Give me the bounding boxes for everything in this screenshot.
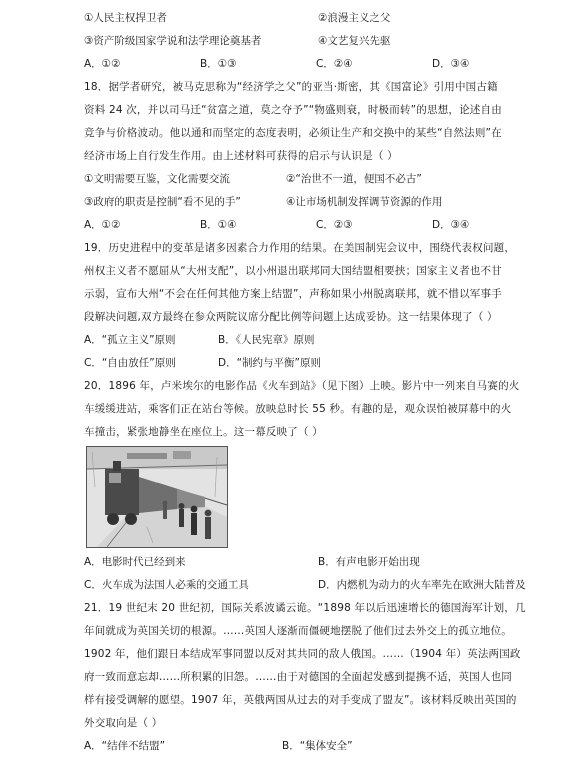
q21-line-3: 1902 年，他们跟日本结成军事同盟以反对其共同的敌人俄国。……（1904 年）英法两国政 bbox=[84, 648, 521, 660]
q17-statement-2: ②浪漫主义之父 bbox=[318, 12, 391, 24]
q20-option-c: C．火车成为法国人必乘的交通工具 bbox=[84, 579, 249, 591]
q18-line-3: 竞争与价格波动。他以通和而坚定的态度表明，必须让生产和交换中的某些“自然法则”在 bbox=[84, 127, 502, 139]
q19-option-a: A．“孤立主义”原则 bbox=[84, 334, 176, 346]
q18-line-1: 18．据学者研究，被马克思称为“经济学之父”的亚当·斯密，其《国富论》引用中国古籍 bbox=[84, 81, 498, 93]
q18-option-b: B．①④ bbox=[200, 219, 237, 231]
q19-option-b: B．《人民宪章》原则 bbox=[218, 334, 315, 346]
q17-option-c: C．②④ bbox=[316, 58, 353, 70]
q21-option-b: B．“集体安全” bbox=[282, 740, 353, 752]
q21-line-1: 21．19 世纪末 20 世纪初，国际关系波谲云诡。“1898 年以后迅速增长的德国海军计划，几 bbox=[84, 602, 526, 614]
q18-statement-1: ①文明需要互鉴，文化需要交流 bbox=[84, 173, 230, 185]
q20-line-1: 20．1896 年，卢米埃尔的电影作品《火车到站》（见下图）上映。影片中一列来自马赛的火 bbox=[84, 380, 520, 392]
q21-line-2: 年间就成为英国关切的根源。……英国人逐渐而僵硬地摆脱了他们过去外交上的孤立地位。 bbox=[84, 625, 512, 637]
q19-line-1: 19．历史进程中的变革是诸多因素合力作用的结果。在美国制宪会议中，围绕代表权问题， bbox=[84, 242, 516, 254]
q17-statement-3: ③资产阶级国家学说和法学理论奠基者 bbox=[84, 35, 262, 47]
q19-option-d: D．“制约与平衡”原则 bbox=[218, 357, 321, 369]
q17-statement-4: ④文艺复兴先驱 bbox=[318, 35, 391, 47]
q18-option-c: C．②③ bbox=[316, 219, 353, 231]
q20-line-2: 车缓缓进站，乘客们正在站台等候。放映总时长 55 秒。有趣的是，观众误怕被屏幕中的火 bbox=[84, 403, 512, 415]
q17-option-a: A．①② bbox=[84, 58, 121, 70]
q20-line-3: 车撞击，紧张地静坐在座位上。这一幕反映了（ ） bbox=[84, 426, 323, 438]
q19-line-4: 段解决问题,双方最终在参众两院议席分配比例等问题上达成妥协。这一结果体现了（ ） bbox=[84, 311, 498, 323]
q18-statement-2: ②“治世不一道，便国不必古” bbox=[286, 173, 422, 185]
q18-option-d: D．③④ bbox=[432, 219, 470, 231]
q21-line-4: 府一致而意忘却……所积累的旧怨。……由于对德国的全面起发感到提携不适，英国人也同 bbox=[84, 671, 512, 683]
q19-line-2: 州权主义者不愿屈从“大州支配”，以小州退出联邦同大国结盟相要挟；国家主义者也不甘 bbox=[84, 265, 502, 277]
train-arrival-illustration bbox=[87, 447, 227, 547]
train-arrival-film-still bbox=[86, 446, 228, 548]
q18-statement-4: ④让市场机制发挥调节资源的作用 bbox=[286, 196, 443, 208]
q20-option-d: D．内燃机为动力的火车率先在欧洲大陆普及 bbox=[318, 579, 526, 591]
q21-line-5: 样有接受调解的愿望。1907 年，英俄两国从过去的对手变成了盟友”。该材料反映出英国的 bbox=[84, 694, 517, 706]
q21-line-6: 外交取向是（ ） bbox=[84, 717, 163, 729]
q18-option-a: A．①② bbox=[84, 219, 121, 231]
q18-line-4: 经济市场上自行发生作用。由上述材料可获得的启示与认识是（ ） bbox=[84, 150, 398, 162]
q19-line-3: 示弱，宣布大州“不会在任何其他方案上结盟”，声称如果小州脱离联邦，就不惜以军事手 bbox=[84, 288, 502, 300]
q18-statement-3: ③政府的职责是控制“看不见的手” bbox=[84, 196, 241, 208]
q19-option-c: C．“自由放任”原则 bbox=[84, 357, 176, 369]
q20-option-b: B．有声电影开始出现 bbox=[318, 556, 420, 568]
q17-statement-1: ①人民主权捍卫者 bbox=[84, 12, 167, 24]
q20-option-a: A．电影时代已经到来 bbox=[84, 556, 186, 568]
q17-option-d: D．③④ bbox=[432, 58, 470, 70]
q17-option-b: B．①③ bbox=[200, 58, 237, 70]
q18-line-2: 资料 24 次，并以司马迁“贫富之道，莫之夺予”“物盛则衰，时极而转”的思想，论述自由 bbox=[84, 104, 502, 116]
q21-option-a: A．“结伴不结盟” bbox=[84, 740, 166, 752]
